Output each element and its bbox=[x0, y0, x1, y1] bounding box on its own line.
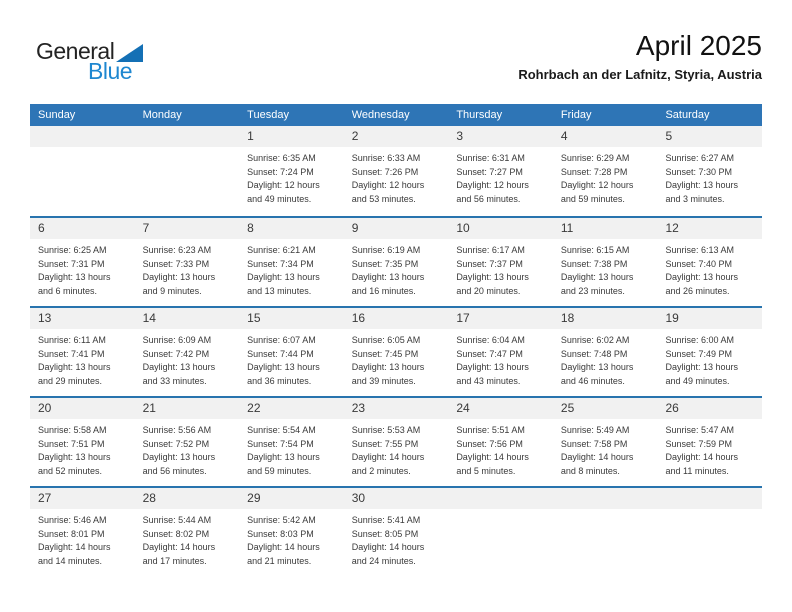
daylight-line-2: and 14 minutes. bbox=[38, 555, 103, 566]
day-details bbox=[239, 419, 344, 478]
sunrise-line: Sunrise: 5:56 AM bbox=[142, 425, 212, 435]
day-number: 24 bbox=[448, 398, 553, 419]
sunset-line: Sunset: 8:02 PM bbox=[142, 528, 210, 539]
day-cell-empty bbox=[657, 488, 762, 576]
daylight-line-1: Daylight: 12 hours bbox=[247, 180, 320, 190]
sunset-line: Sunset: 7:40 PM bbox=[665, 258, 733, 269]
day-cell-29 bbox=[239, 488, 344, 576]
daylight-line-1: Daylight: 14 hours bbox=[456, 452, 529, 462]
weekday-label-tuesday: Tuesday bbox=[247, 109, 289, 121]
daylight-line-1: Daylight: 14 hours bbox=[665, 452, 739, 462]
daylight-line-1: Daylight: 14 hours bbox=[560, 452, 634, 462]
day-details bbox=[344, 509, 449, 568]
sunrise-line: Sunrise: 5:58 AM bbox=[38, 425, 107, 435]
sunset-line: Sunset: 7:37 PM bbox=[456, 258, 523, 269]
day-cell-1 bbox=[239, 126, 344, 216]
daylight-line-2: and 53 minutes. bbox=[351, 193, 416, 204]
daylight-line-2: and 52 minutes. bbox=[38, 465, 103, 476]
sunset-line: Sunset: 7:30 PM bbox=[665, 166, 733, 177]
sunrise-line: Sunrise: 6:13 AM bbox=[665, 245, 735, 255]
sunrise-line: Sunrise: 5:41 AM bbox=[351, 515, 421, 525]
daylight-line-1: Daylight: 13 hours bbox=[142, 272, 216, 282]
page-title: April 2025 bbox=[635, 30, 762, 61]
daylight-line-2: and 59 minutes. bbox=[247, 465, 312, 476]
sunset-line: Sunset: 7:49 PM bbox=[665, 348, 733, 359]
day-number: 1 bbox=[239, 126, 344, 147]
day-details bbox=[553, 147, 658, 206]
daylight-line-1: Daylight: 13 hours bbox=[560, 272, 634, 282]
sunrise-line: Sunrise: 5:47 AM bbox=[665, 425, 735, 435]
day-number: 22 bbox=[239, 398, 344, 419]
day-number: 16 bbox=[344, 308, 449, 329]
day-cell-23 bbox=[344, 398, 449, 486]
day-number: 10 bbox=[448, 218, 553, 239]
daylight-line-2: and 8 minutes. bbox=[560, 465, 620, 476]
day-details bbox=[448, 147, 553, 206]
day-number: 3 bbox=[448, 126, 553, 147]
day-number: 12 bbox=[657, 218, 762, 239]
day-cell-22 bbox=[239, 398, 344, 486]
day-cell-7 bbox=[135, 218, 240, 306]
sunset-line: Sunset: 8:05 PM bbox=[351, 528, 419, 539]
weekday-label-wednesday: Wednesday bbox=[351, 109, 410, 121]
daylight-line-2: and 24 minutes. bbox=[351, 555, 416, 566]
sunrise-line: Sunrise: 6:00 AM bbox=[665, 335, 735, 345]
sunrise-line: Sunrise: 6:29 AM bbox=[560, 153, 630, 163]
sunset-line: Sunset: 7:56 PM bbox=[456, 438, 523, 449]
day-number bbox=[657, 488, 762, 509]
day-cell-21 bbox=[135, 398, 240, 486]
sunrise-line: Sunrise: 6:25 AM bbox=[38, 245, 107, 255]
daylight-line-2: and 56 minutes. bbox=[456, 193, 521, 204]
daylight-line-2: and 20 minutes. bbox=[456, 285, 521, 296]
day-cell-4 bbox=[553, 126, 658, 216]
daylight-line-2: and 5 minutes. bbox=[456, 465, 516, 476]
daylight-line-1: Daylight: 14 hours bbox=[351, 452, 425, 462]
daylight-line-2: and 56 minutes. bbox=[142, 465, 207, 476]
day-cell-14 bbox=[135, 308, 240, 396]
sunset-line: Sunset: 7:26 PM bbox=[351, 166, 419, 177]
sunset-line: Sunset: 7:55 PM bbox=[351, 438, 419, 449]
day-cell-9 bbox=[344, 218, 449, 306]
daylight-line-2: and 46 minutes. bbox=[560, 375, 625, 386]
day-cell-30 bbox=[344, 488, 449, 576]
daylight-line-1: Daylight: 12 hours bbox=[560, 180, 634, 190]
day-details bbox=[30, 509, 135, 568]
sunrise-line: Sunrise: 5:51 AM bbox=[456, 425, 525, 435]
sunset-line: Sunset: 7:48 PM bbox=[560, 348, 628, 359]
sunrise-line: Sunrise: 6:02 AM bbox=[560, 335, 630, 345]
day-details bbox=[30, 239, 135, 298]
day-number: 18 bbox=[553, 308, 658, 329]
day-details bbox=[344, 329, 449, 388]
day-number: 28 bbox=[135, 488, 240, 509]
day-details bbox=[448, 419, 553, 478]
day-number: 23 bbox=[344, 398, 449, 419]
daylight-line-2: and 16 minutes. bbox=[351, 285, 416, 296]
day-cell-3 bbox=[448, 126, 553, 216]
day-details bbox=[239, 329, 344, 388]
sunset-line: Sunset: 7:27 PM bbox=[456, 166, 523, 177]
sunrise-line: Sunrise: 6:15 AM bbox=[560, 245, 630, 255]
sunrise-line: Sunrise: 5:49 AM bbox=[560, 425, 630, 435]
day-details bbox=[30, 419, 135, 478]
sunrise-line: Sunrise: 6:07 AM bbox=[247, 335, 316, 345]
sunset-line: Sunset: 7:28 PM bbox=[560, 166, 628, 177]
sunrise-line: Sunrise: 5:46 AM bbox=[38, 515, 107, 525]
daylight-line-1: Daylight: 14 hours bbox=[38, 542, 111, 552]
day-cell-24 bbox=[448, 398, 553, 486]
day-number: 21 bbox=[135, 398, 240, 419]
day-cell-12 bbox=[657, 218, 762, 306]
day-cell-28 bbox=[135, 488, 240, 576]
day-details bbox=[135, 329, 240, 388]
day-details bbox=[553, 239, 658, 298]
daylight-line-1: Daylight: 13 hours bbox=[665, 180, 739, 190]
day-cell-empty bbox=[553, 488, 658, 576]
daylight-line-1: Daylight: 13 hours bbox=[142, 362, 216, 372]
sunset-line: Sunset: 7:33 PM bbox=[142, 258, 210, 269]
daylight-line-2: and 6 minutes. bbox=[38, 285, 98, 296]
daylight-line-2: and 13 minutes. bbox=[247, 285, 312, 296]
day-number: 8 bbox=[239, 218, 344, 239]
daylight-line-1: Daylight: 12 hours bbox=[351, 180, 425, 190]
daylight-line-1: Daylight: 13 hours bbox=[38, 452, 111, 462]
daylight-line-1: Daylight: 13 hours bbox=[456, 272, 529, 282]
sunrise-line: Sunrise: 5:53 AM bbox=[351, 425, 421, 435]
day-number: 25 bbox=[553, 398, 658, 419]
day-details bbox=[239, 239, 344, 298]
day-number: 4 bbox=[553, 126, 658, 147]
sunset-line: Sunset: 7:58 PM bbox=[560, 438, 628, 449]
daylight-line-1: Daylight: 13 hours bbox=[351, 362, 425, 372]
day-details bbox=[344, 419, 449, 478]
daylight-line-1: Daylight: 13 hours bbox=[247, 362, 320, 372]
day-number: 29 bbox=[239, 488, 344, 509]
day-details bbox=[239, 509, 344, 568]
daylight-line-1: Daylight: 13 hours bbox=[665, 362, 739, 372]
day-cell-2 bbox=[344, 126, 449, 216]
sunset-line: Sunset: 7:52 PM bbox=[142, 438, 210, 449]
daylight-line-2: and 23 minutes. bbox=[560, 285, 625, 296]
daylight-line-2: and 39 minutes. bbox=[351, 375, 416, 386]
day-number: 5 bbox=[657, 126, 762, 147]
daylight-line-1: Daylight: 12 hours bbox=[456, 180, 529, 190]
weekday-label-saturday: Saturday bbox=[665, 109, 710, 121]
sunrise-line: Sunrise: 5:44 AM bbox=[142, 515, 212, 525]
day-cell-17 bbox=[448, 308, 553, 396]
week-row bbox=[30, 486, 762, 576]
day-number: 7 bbox=[135, 218, 240, 239]
sunset-line: Sunset: 7:38 PM bbox=[560, 258, 628, 269]
day-cell-8 bbox=[239, 218, 344, 306]
sunrise-line: Sunrise: 6:04 AM bbox=[456, 335, 525, 345]
daylight-line-1: Daylight: 13 hours bbox=[247, 452, 320, 462]
logo-text-blue: Blue bbox=[88, 58, 133, 84]
day-number bbox=[553, 488, 658, 509]
weekday-label-friday: Friday bbox=[560, 109, 592, 121]
header bbox=[518, 30, 762, 82]
sunrise-line: Sunrise: 6:09 AM bbox=[142, 335, 212, 345]
sunrise-line: Sunrise: 6:23 AM bbox=[142, 245, 212, 255]
sunset-line: Sunset: 7:51 PM bbox=[38, 438, 105, 449]
day-details bbox=[135, 509, 240, 568]
daylight-line-1: Daylight: 13 hours bbox=[38, 272, 111, 282]
daylight-line-1: Daylight: 13 hours bbox=[38, 362, 111, 372]
day-cell-13 bbox=[30, 308, 135, 396]
day-number: 9 bbox=[344, 218, 449, 239]
sunrise-line: Sunrise: 6:11 AM bbox=[38, 335, 106, 345]
daylight-line-2: and 33 minutes. bbox=[142, 375, 207, 386]
day-number bbox=[30, 126, 135, 147]
daylight-line-1: Daylight: 13 hours bbox=[456, 362, 529, 372]
daylight-line-1: Daylight: 13 hours bbox=[247, 272, 320, 282]
week-row bbox=[30, 306, 762, 396]
day-cell-15 bbox=[239, 308, 344, 396]
day-details bbox=[30, 329, 135, 388]
day-cell-empty bbox=[448, 488, 553, 576]
day-number bbox=[135, 126, 240, 147]
sunset-line: Sunset: 7:42 PM bbox=[142, 348, 210, 359]
sunset-line: Sunset: 7:47 PM bbox=[456, 348, 523, 359]
sunset-line: Sunset: 7:34 PM bbox=[247, 258, 314, 269]
day-cell-11 bbox=[553, 218, 658, 306]
daylight-line-2: and 49 minutes. bbox=[665, 375, 730, 386]
sunset-line: Sunset: 7:54 PM bbox=[247, 438, 314, 449]
day-details bbox=[657, 239, 762, 298]
day-details bbox=[344, 147, 449, 206]
sunrise-line: Sunrise: 6:05 AM bbox=[351, 335, 421, 345]
day-number: 30 bbox=[344, 488, 449, 509]
day-details bbox=[657, 147, 762, 206]
day-cell-27 bbox=[30, 488, 135, 576]
day-cell-6 bbox=[30, 218, 135, 306]
weekday-label-thursday: Thursday bbox=[456, 109, 503, 121]
sunrise-line: Sunrise: 6:33 AM bbox=[351, 153, 421, 163]
day-number: 6 bbox=[30, 218, 135, 239]
day-details bbox=[344, 239, 449, 298]
day-details bbox=[135, 239, 240, 298]
day-cell-25 bbox=[553, 398, 658, 486]
sunset-line: Sunset: 7:45 PM bbox=[351, 348, 419, 359]
day-details bbox=[239, 147, 344, 206]
sunrise-line: Sunrise: 5:42 AM bbox=[247, 515, 316, 525]
sunset-line: Sunset: 7:31 PM bbox=[38, 258, 105, 269]
day-number: 13 bbox=[30, 308, 135, 329]
daylight-line-2: and 2 minutes. bbox=[351, 465, 411, 476]
daylight-line-2: and 21 minutes. bbox=[247, 555, 312, 566]
sunset-line: Sunset: 7:44 PM bbox=[247, 348, 314, 359]
day-details bbox=[657, 329, 762, 388]
daylight-line-1: Daylight: 13 hours bbox=[665, 272, 739, 282]
calendar-table bbox=[30, 104, 762, 576]
day-number bbox=[448, 488, 553, 509]
day-cell-10 bbox=[448, 218, 553, 306]
daylight-line-2: and 29 minutes. bbox=[38, 375, 103, 386]
daylight-line-1: Daylight: 13 hours bbox=[351, 272, 425, 282]
day-details bbox=[135, 419, 240, 478]
daylight-line-2: and 11 minutes. bbox=[665, 465, 729, 476]
week-row bbox=[30, 396, 762, 486]
daylight-line-2: and 26 minutes. bbox=[665, 285, 730, 296]
day-cell-16 bbox=[344, 308, 449, 396]
weekday-label-monday: Monday bbox=[142, 109, 182, 121]
sunrise-line: Sunrise: 6:17 AM bbox=[456, 245, 525, 255]
day-number: 19 bbox=[657, 308, 762, 329]
week-row bbox=[30, 216, 762, 306]
logo-text-general: General bbox=[36, 38, 115, 64]
daylight-line-2: and 36 minutes. bbox=[247, 375, 312, 386]
day-number: 27 bbox=[30, 488, 135, 509]
general-blue-logo bbox=[36, 38, 143, 85]
day-number: 15 bbox=[239, 308, 344, 329]
week-row bbox=[30, 126, 762, 216]
day-cell-19 bbox=[657, 308, 762, 396]
location-subtitle: Rohrbach an der Lafnitz, Styria, Austria bbox=[518, 67, 762, 82]
sunset-line: Sunset: 8:01 PM bbox=[38, 528, 105, 539]
daylight-line-2: and 3 minutes. bbox=[665, 193, 725, 204]
daylight-line-1: Daylight: 13 hours bbox=[560, 362, 634, 372]
day-details bbox=[553, 329, 658, 388]
day-details bbox=[657, 419, 762, 478]
day-number: 20 bbox=[30, 398, 135, 419]
day-number: 11 bbox=[553, 218, 658, 239]
day-cell-20 bbox=[30, 398, 135, 486]
sunset-line: Sunset: 7:24 PM bbox=[247, 166, 314, 177]
day-cell-26 bbox=[657, 398, 762, 486]
day-cell-empty bbox=[135, 126, 240, 216]
sunrise-line: Sunrise: 6:21 AM bbox=[247, 245, 316, 255]
day-number: 2 bbox=[344, 126, 449, 147]
daylight-line-2: and 17 minutes. bbox=[142, 555, 207, 566]
day-cell-18 bbox=[553, 308, 658, 396]
day-details bbox=[448, 329, 553, 388]
daylight-line-1: Daylight: 13 hours bbox=[142, 452, 216, 462]
daylight-line-2: and 43 minutes. bbox=[456, 375, 521, 386]
day-number: 17 bbox=[448, 308, 553, 329]
weekday-header-row bbox=[30, 104, 762, 126]
day-cell-empty bbox=[30, 126, 135, 216]
weekday-label-sunday: Sunday bbox=[38, 109, 76, 121]
daylight-line-1: Daylight: 14 hours bbox=[247, 542, 320, 552]
sunrise-line: Sunrise: 6:35 AM bbox=[247, 153, 316, 163]
daylight-line-1: Daylight: 14 hours bbox=[142, 542, 216, 552]
sunset-line: Sunset: 7:41 PM bbox=[38, 348, 105, 359]
day-cell-5 bbox=[657, 126, 762, 216]
sunset-line: Sunset: 7:35 PM bbox=[351, 258, 419, 269]
day-details bbox=[553, 419, 658, 478]
day-details bbox=[448, 239, 553, 298]
sunrise-line: Sunrise: 6:31 AM bbox=[456, 153, 525, 163]
day-number: 26 bbox=[657, 398, 762, 419]
daylight-line-1: Daylight: 14 hours bbox=[351, 542, 425, 552]
calendar-weeks bbox=[30, 126, 762, 576]
sunrise-line: Sunrise: 6:19 AM bbox=[351, 245, 421, 255]
daylight-line-2: and 9 minutes. bbox=[142, 285, 202, 296]
day-number: 14 bbox=[135, 308, 240, 329]
daylight-line-2: and 59 minutes. bbox=[560, 193, 625, 204]
sunrise-line: Sunrise: 5:54 AM bbox=[247, 425, 316, 435]
sunset-line: Sunset: 7:59 PM bbox=[665, 438, 733, 449]
sunset-line: Sunset: 8:03 PM bbox=[247, 528, 314, 539]
daylight-line-2: and 49 minutes. bbox=[247, 193, 312, 204]
sunrise-line: Sunrise: 6:27 AM bbox=[665, 153, 735, 163]
